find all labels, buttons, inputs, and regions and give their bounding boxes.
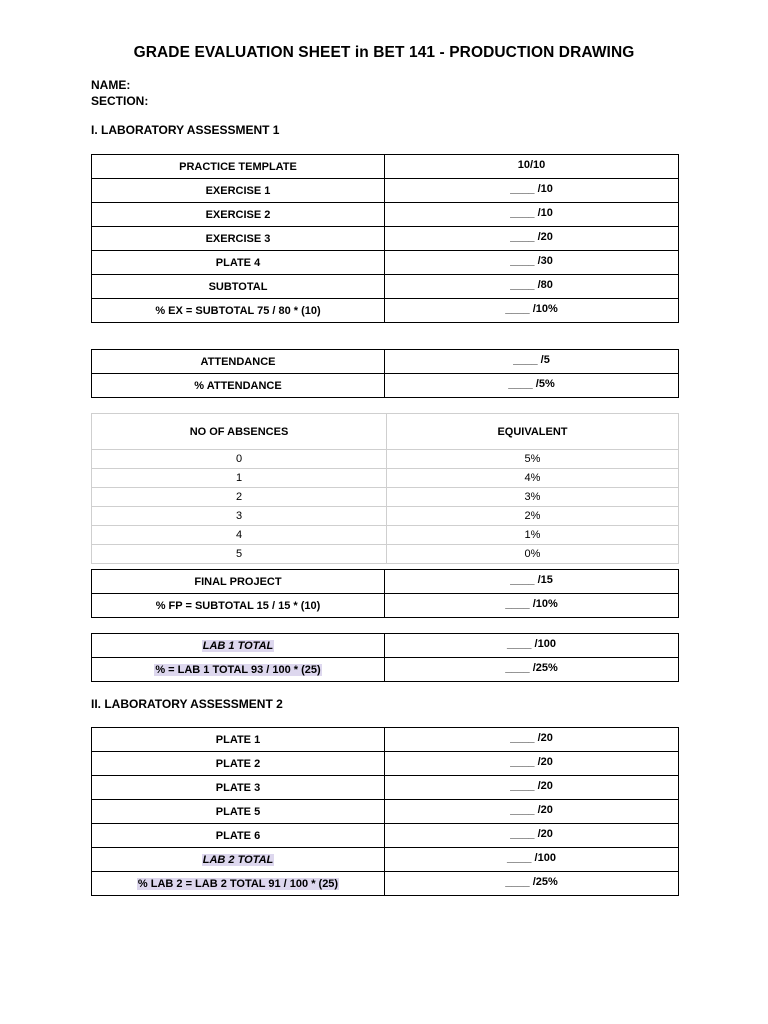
lab2-table — [91, 727, 679, 896]
table-cell: 4% — [387, 469, 679, 488]
row-value[interactable] — [385, 275, 679, 299]
row-label: EXERCISE 3 — [92, 227, 385, 251]
row-value[interactable] — [385, 374, 679, 398]
row-label: PRACTICE TEMPLATE — [92, 155, 385, 179]
row-label — [92, 658, 385, 682]
table-row — [92, 728, 679, 752]
row-value-text: ____ /5 — [513, 353, 550, 366]
row-value[interactable] — [385, 658, 679, 682]
row-value[interactable] — [385, 594, 679, 618]
table-cell: 5% — [387, 450, 679, 469]
table-row — [92, 776, 679, 800]
table-cell: 0% — [387, 545, 679, 564]
table-row — [92, 469, 679, 488]
row-value[interactable] — [385, 824, 679, 848]
row-label — [92, 872, 385, 896]
table-cell: 4 — [92, 526, 387, 545]
row-label: PLATE 6 — [92, 824, 385, 848]
row-value-text: ____ /25% — [505, 661, 558, 674]
row-value[interactable] — [385, 776, 679, 800]
table-row — [92, 752, 679, 776]
table-row — [92, 374, 679, 398]
table-cell: 1% — [387, 526, 679, 545]
highlighted-label: LAB 1 TOTAL — [202, 639, 274, 652]
row-value-text: ____ /5% — [508, 377, 555, 390]
table-row — [92, 450, 679, 469]
table-row — [92, 526, 679, 545]
row-value-text: ____ /20 — [510, 755, 553, 768]
column-header: EQUIVALENT — [387, 414, 679, 450]
lab1-total-table — [91, 633, 679, 682]
row-value[interactable] — [385, 752, 679, 776]
table-cell: 1 — [92, 469, 387, 488]
row-value[interactable] — [385, 251, 679, 275]
final-project-table — [91, 569, 679, 618]
name-label: NAME: — [91, 78, 131, 92]
table-cell: 2% — [387, 507, 679, 526]
highlighted-label: LAB 2 TOTAL — [202, 853, 274, 866]
row-value[interactable] — [385, 179, 679, 203]
row-label — [92, 634, 385, 658]
row-value[interactable] — [385, 227, 679, 251]
absence-table — [91, 413, 679, 564]
row-value[interactable] — [385, 155, 679, 179]
row-label — [92, 848, 385, 872]
row-value[interactable] — [385, 570, 679, 594]
table-row — [92, 488, 679, 507]
row-value-text: 10/10 — [517, 158, 546, 171]
row-label: % FP = SUBTOTAL 15 / 15 * (10) — [92, 594, 385, 618]
column-header: NO OF ABSENCES — [92, 414, 387, 450]
row-value-text: ____ /25% — [505, 875, 558, 888]
row-label: PLATE 3 — [92, 776, 385, 800]
row-value[interactable] — [385, 848, 679, 872]
row-label: % ATTENDANCE — [92, 374, 385, 398]
table-row — [92, 507, 679, 526]
row-value[interactable] — [385, 872, 679, 896]
section1-heading: I. LABORATORY ASSESSMENT 1 — [91, 123, 280, 137]
table-cell: 0 — [92, 450, 387, 469]
row-value-text: ____ /80 — [510, 278, 553, 291]
row-value[interactable] — [385, 728, 679, 752]
highlighted-label: % = LAB 1 TOTAL 93 / 100 * (25) — [155, 663, 321, 676]
table-row — [92, 299, 679, 323]
row-value-text: ____ /10% — [505, 597, 558, 610]
table-header-row — [92, 414, 679, 450]
row-value-text: ____ /10 — [510, 206, 553, 219]
row-value[interactable] — [385, 634, 679, 658]
attendance-table — [91, 349, 679, 398]
row-label: PLATE 1 — [92, 728, 385, 752]
table-row — [92, 594, 679, 618]
row-value-text: ____ /30 — [510, 254, 553, 267]
row-label: EXERCISE 2 — [92, 203, 385, 227]
row-value[interactable] — [385, 350, 679, 374]
row-value[interactable] — [385, 203, 679, 227]
lab1-table — [91, 154, 679, 323]
highlighted-label: % LAB 2 = LAB 2 TOTAL 91 / 100 * (25) — [137, 877, 339, 890]
table-cell: 2 — [92, 488, 387, 507]
table-row — [92, 227, 679, 251]
row-value-text: ____ /100 — [507, 637, 556, 650]
row-value[interactable] — [385, 299, 679, 323]
page-title: GRADE EVALUATION SHEET in BET 141 - PRODUCTION DRAWING — [133, 44, 635, 61]
table-row — [92, 800, 679, 824]
table-row — [92, 634, 679, 658]
table-cell: 3 — [92, 507, 387, 526]
row-label: PLATE 4 — [92, 251, 385, 275]
row-label: % EX = SUBTOTAL 75 / 80 * (10) — [92, 299, 385, 323]
section2-heading: II. LABORATORY ASSESSMENT 2 — [91, 697, 283, 711]
row-value-text: ____ /20 — [510, 779, 553, 792]
table-row — [92, 570, 679, 594]
row-label: SUBTOTAL — [92, 275, 385, 299]
table-row — [92, 155, 679, 179]
table-cell: 5 — [92, 545, 387, 564]
table-cell: 3% — [387, 488, 679, 507]
row-label: PLATE 2 — [92, 752, 385, 776]
table-row — [92, 824, 679, 848]
row-label: EXERCISE 1 — [92, 179, 385, 203]
row-value-text: ____ /10 — [510, 182, 553, 195]
table-row — [92, 179, 679, 203]
row-value[interactable] — [385, 800, 679, 824]
row-label: PLATE 5 — [92, 800, 385, 824]
row-value-text: ____ /20 — [510, 827, 553, 840]
table-row — [92, 545, 679, 564]
table-row — [92, 275, 679, 299]
section-label: SECTION: — [91, 94, 149, 108]
row-label: FINAL PROJECT — [92, 570, 385, 594]
table-row — [92, 872, 679, 896]
row-value-text: ____ /20 — [510, 731, 553, 744]
table-row — [92, 848, 679, 872]
row-label: ATTENDANCE — [92, 350, 385, 374]
table-row — [92, 658, 679, 682]
row-value-text: ____ /10% — [505, 302, 558, 315]
table-row — [92, 251, 679, 275]
row-value-text: ____ /20 — [510, 230, 553, 243]
table-row — [92, 203, 679, 227]
table-row — [92, 350, 679, 374]
row-value-text: ____ /15 — [510, 573, 553, 586]
row-value-text: ____ /20 — [510, 803, 553, 816]
row-value-text: ____ /100 — [507, 851, 556, 864]
